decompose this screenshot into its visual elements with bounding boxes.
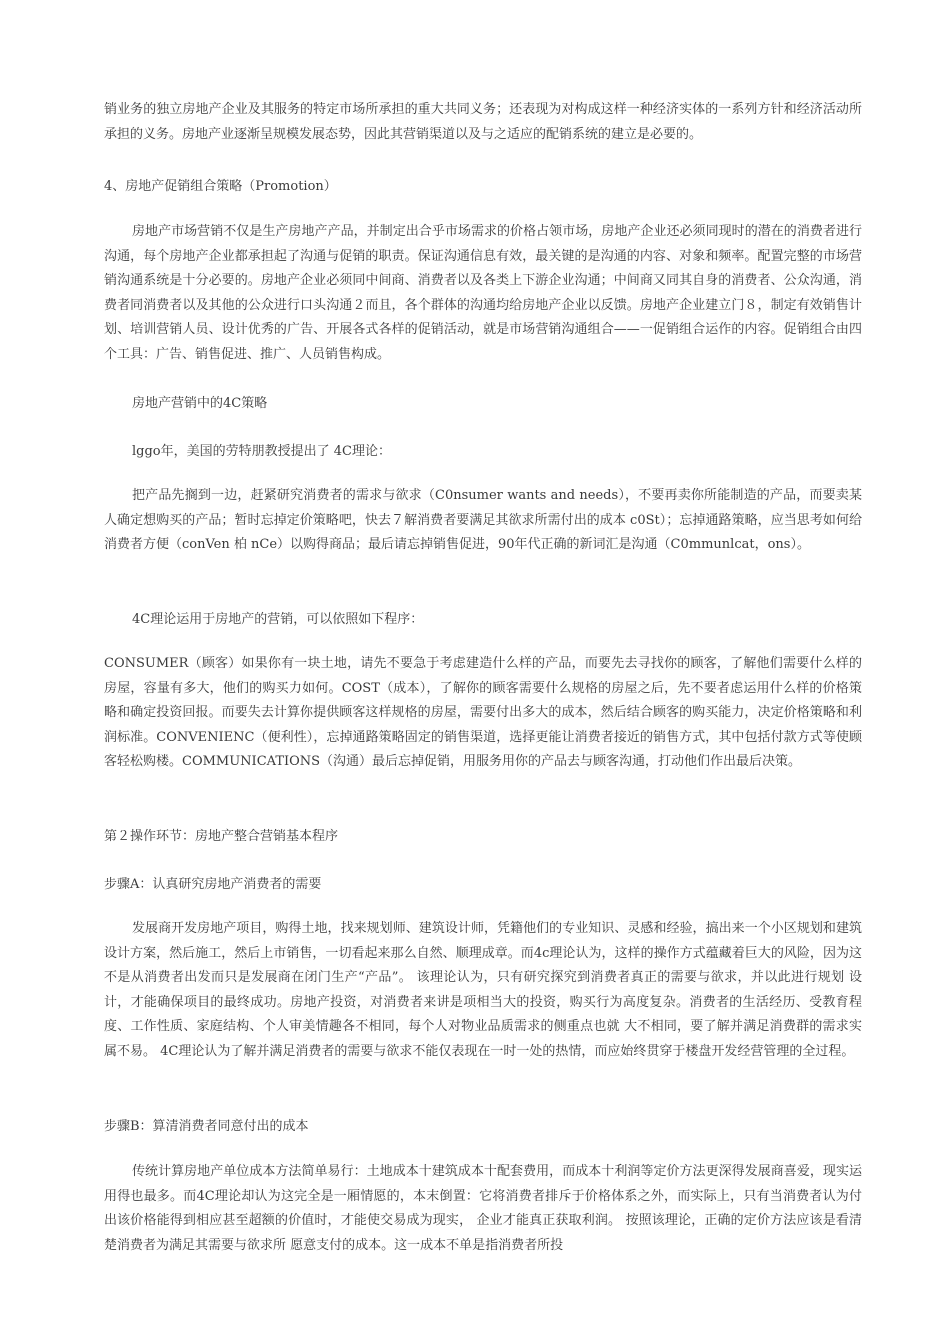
heading-step-b: 步骤B：算清消费者同意付出的成本 [104,1119,309,1134]
paragraph-4c-origin: lggo年，美国的劳特朋教授提出了 4C理论： [132,444,391,459]
heading-4c-strategy: 房地产营销中的4C策略 [132,396,268,411]
paragraph-step-b-body: 传统计算房地产单位成本方法简单易行：土地成本十建筑成本十配套费用，而成本十利润等定价方法更深得发展商喜爱，现实运用得也最多。而4C理论却认为这完全是一厢情愿的，本末倒置：它将消费者排斥于价格体系之外，而实际上，只有当消费者认为付出该价格能得到相应甚至超额的价值时，才能使交易成为现实， 企业才能真正获取利润。 按照该理论，正确的定价方法应该是看清楚消费者为满足其需要与欲求所 愿意支付的成本。这一成本不单是指消费者所投 [104,1164,862,1253]
paragraph-4c-explanation: 把产品先搁到一边，赶紧研究消费者的需求与欲求（C0nsumer wants and needs），不要再卖你所能制造的产品，而要卖某人确定想购买的产品；暂时忘掉定价策略吧，快去７解消费者要满足其欲求所需付出的成本 c0St）；忘掉通路策略，应当思考如何给消费者方便（conVen 柏 nCe）以购得商品；最后请忘掉销售促进，90年代正确的新词汇是沟通（C0mmunlcat，ons）。 [104,488,862,553]
paragraph-distribution-obligations: 销业务的独立房地产企业及其服务的特定市场所承担的重大共同义务；还表现为对构成这样一种经济实体的一系列方针和经济活动所承担的义务。房地产业逐渐呈规模发展态势，因此其营销渠道以及与之适应的配销系统的建立是必要的。 [104,102,862,142]
heading-step-2: 第２操作环节：房地产整合营销基本程序 [104,829,339,844]
heading-step-a: 步骤A：认真研究房地产消费者的需要 [104,877,322,892]
paragraph-step-a-body: 发展商开发房地产项目，购得土地，找来规划师、建筑设计师，凭籍他们的专业知识、灵感和经验，搞出来一个小区规划和建筑设计方案，然后施工，然后上市销售，一切看起来那么自然、顺理成章。而4c理论认为，这样的操作方式蕴藏着巨大的风险，因为这不是从消费者出发而只是发展商在闭门生产“产品”。 该理论认为，只有研究探究到消费者真正的需要与欲求，并以此进行规划 设计，才能确保项目的最终成功。房地产投资，对消费者来讲是项相当大的投资，购买行为高度复杂。消费者的生活经历、受教育程度、工作性质、家庭结构、个人审美情趣各不相同，每个人对物业品质需求的侧重点也就 大不相同，要了解并满足消费群的需求实属不易。 4C理论认为了解并满足消费者的需要与欲求不能仅表现在一时一处的热情，而应始终贯穿于楼盘开发经营管理的全过程。 [104,921,862,1059]
heading-promotion-strategy: 4、房地产促销组合策略（Promotion） [104,179,337,194]
paragraph-promotion-body: 房地产市场营销不仅是生产房地产产品，并制定出合乎市场需求的价格占领市场，房地产企业还必须同现时的潜在的消费者进行沟通，每个房地产企业都承担起了沟通与促销的职责。保证沟通信息有效，最关键的是沟通的内容、对象和频率。配置完整的市场营销沟通系统是十分必要的。房地产企业必须同中间商、消费者以及各类上下游企业沟通；中间商又同其自身的消费者、公众沟通，消费者同消费者以及其他的公众进行口头沟通２而且，各个群体的沟通均给房地产企业以反馈。房地产企业建立门８，制定有效销售计划、培训营销人员、设计优秀的广告、开展各式各样的促销活动，就是市场营销沟通组合——一促销组合运作的内容。促销组合由四个工具：广告、销售促进、推广、人员销售构成。 [104,224,862,362]
paragraph-4c-procedure-intro: 4C理论运用于房地产的营销，可以依照如下程序： [132,612,424,627]
paragraph-4c-procedure: CONSUMER（顾客）如果你有一块土地，请先不要急于考虑建造什么样的产品，而要先去寻找你的顾客，了解他们需要什么样的房屋，容量有多大，他们的购买力如何。COST（成本），了解你的顾客需要什么规格的房屋之后，先不要者虑运用什么样的价格策略和确定投资回报。而要失去计算你提供顾客这样规格的房屋，需要付出多大的成本，然后结合顾客的购买能力，决定价格策略和利润标准。CONVENIENC（便利性），忘掉通路策略固定的销售渠道，选择更能让消费者接近的销售方式，其中包括付款方式等使顾客轻松购楼。COMMUNICATIONS（沟通）最后忘掉促销，用服务用你的产品去与顾客沟通，打动他们作出最后决策。 [104,656,862,770]
